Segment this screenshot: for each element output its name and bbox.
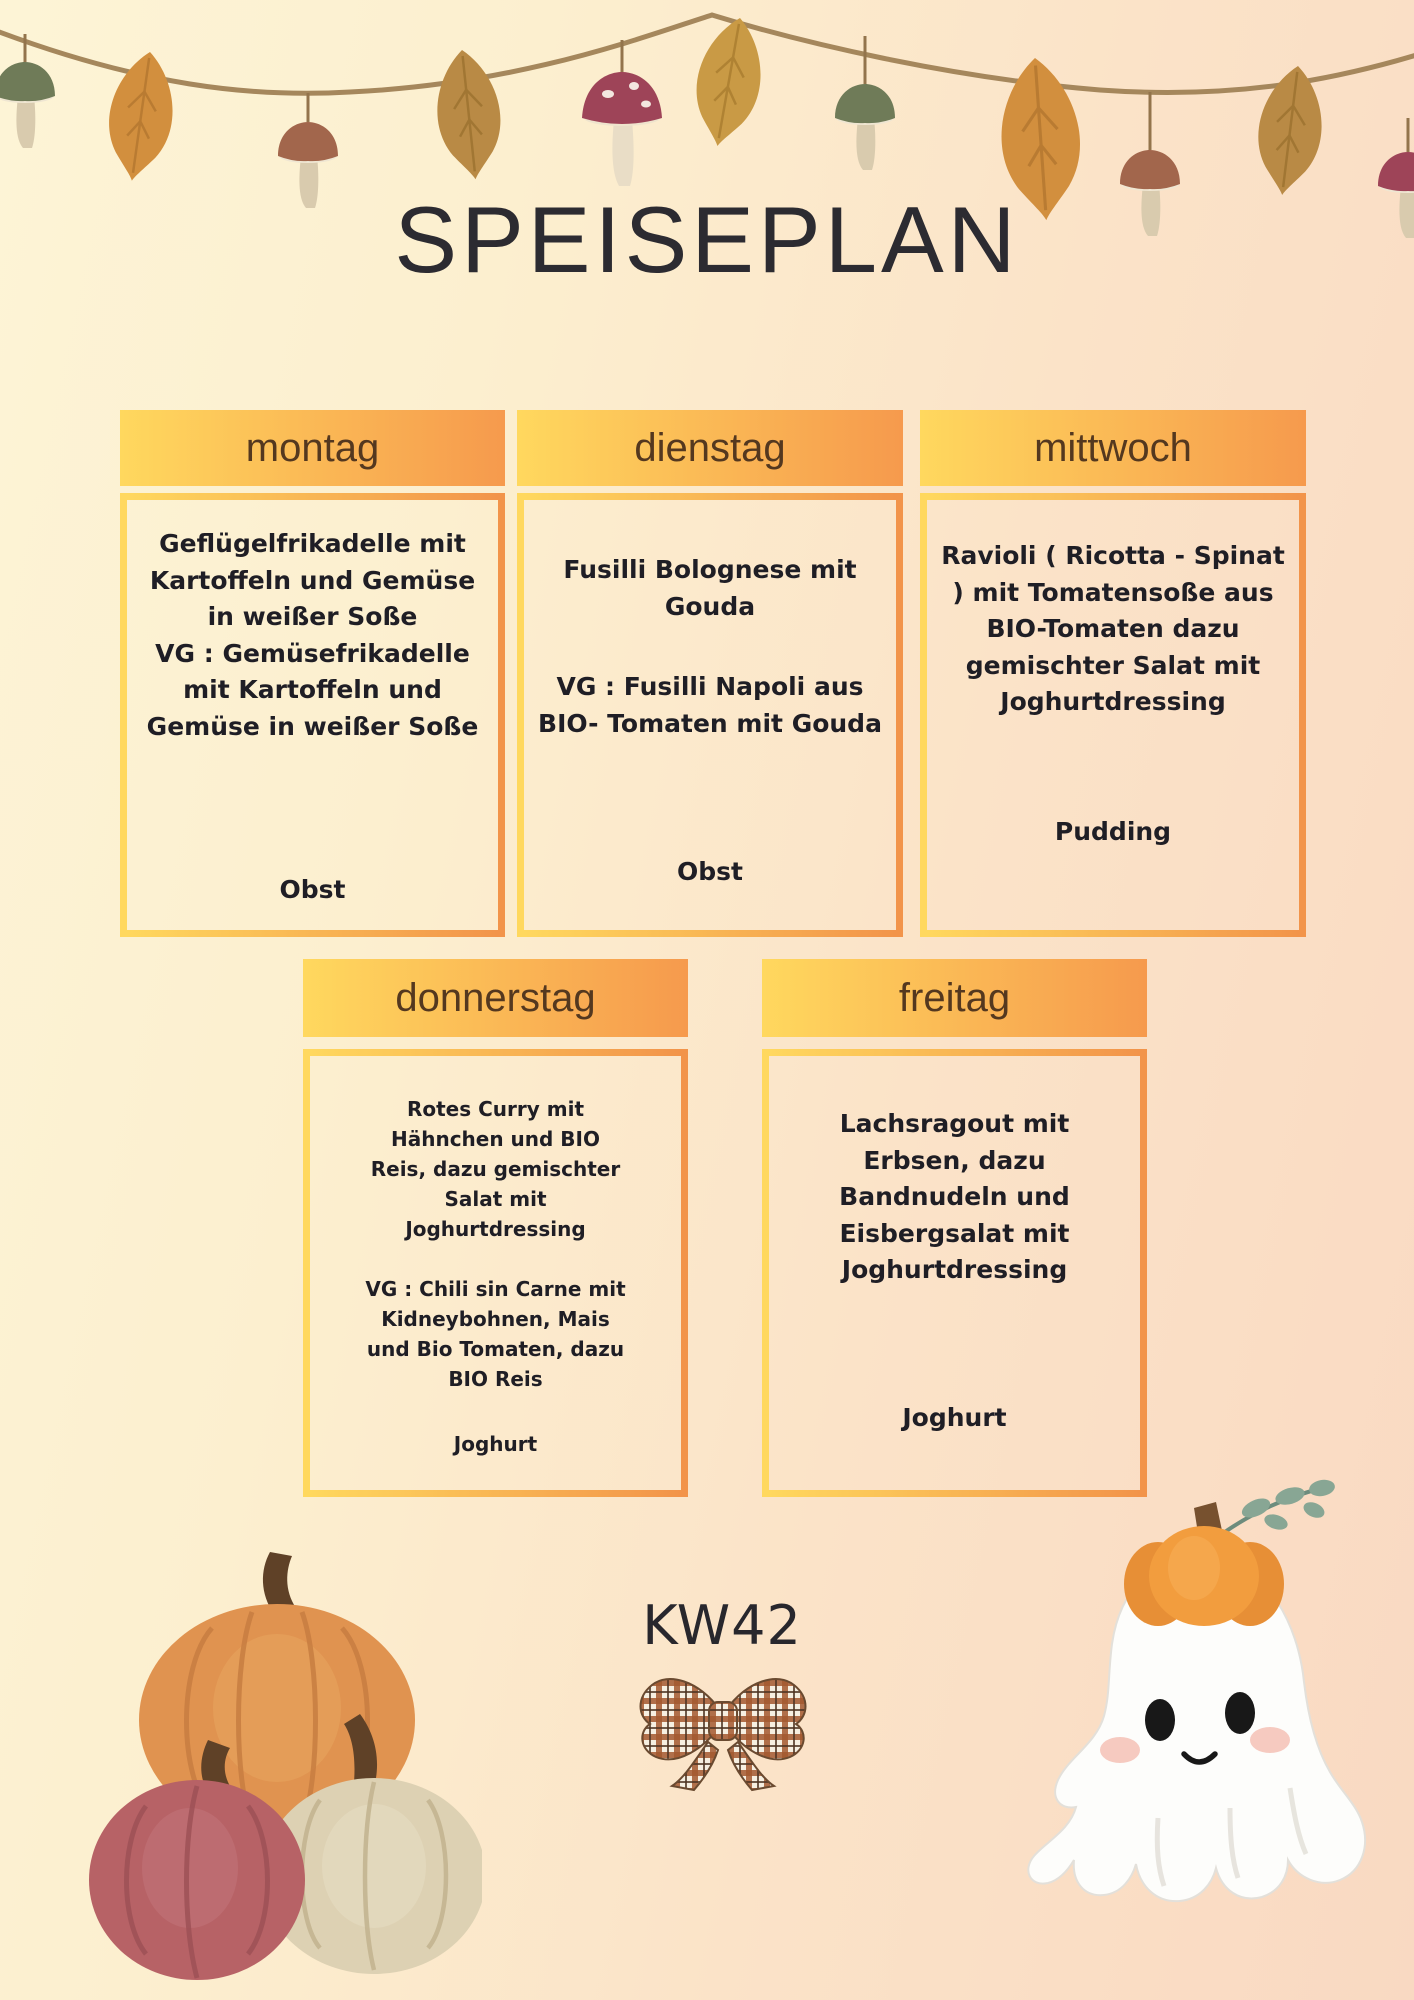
meal-main: Ravioli ( Ricotta - Spinat ) mit Tomatensoße aus BIO-Tomaten dazu gemischter Salat mit Joghurtdressing [941, 541, 1285, 716]
day-header: donnerstag [303, 959, 688, 1037]
sprig-leaves [1239, 1478, 1336, 1533]
week-number: KW42 [642, 1594, 802, 1657]
meal-vg: VG : Gemüsefrikadelle mit Kartoffeln und Gemüse in weißer Soße [146, 638, 479, 741]
day-header: dienstag [517, 410, 903, 486]
ghost-eye-right [1225, 1692, 1255, 1734]
card-donnerstag [303, 959, 688, 1497]
day-header: mittwoch [920, 410, 1306, 486]
plaid-bow-icon [628, 1652, 818, 1792]
ghost-blush-right [1250, 1727, 1290, 1753]
bow-knot [709, 1702, 737, 1740]
meal-description [524, 552, 896, 742]
menu-box [120, 493, 505, 937]
meal-main: Rotes Curry mit Hähnchen und BIO Reis, dazu gemischter Salat mit Joghurtdressing [370, 1097, 621, 1241]
menu-box [762, 1049, 1147, 1497]
meal-main: Fusilli Bolognese mit Gouda [563, 555, 857, 621]
green-mushroom-icon [0, 62, 55, 148]
card-montag [120, 410, 505, 937]
ochre-leaf-icon [1251, 62, 1329, 199]
dessert-label: Obst [677, 857, 743, 886]
red-toadstool-icon [582, 72, 662, 186]
day-header: montag [120, 410, 505, 486]
ghost-illustration [1008, 1458, 1412, 1918]
meal-description [127, 526, 498, 745]
page-title: SPEISEPLAN [394, 187, 1020, 292]
day-header: freitag [762, 959, 1147, 1037]
card-freitag [762, 959, 1147, 1497]
menu-box [303, 1049, 688, 1497]
dessert-label: Pudding [1054, 817, 1172, 846]
meal-main: Geflügelfrikadelle mit Kartoffeln und Gemüse in weißer Soße [149, 529, 476, 631]
meal-description [927, 538, 1299, 721]
pumpkin-hat [1124, 1478, 1336, 1626]
meal-vg: VG : Chili sin Carne mit Kidneybohnen, Mais und Bio Tomaten, dazu BIO Reis [365, 1277, 626, 1391]
meal-main: Lachsragout mit Erbsen, dazu Bandnudeln und Eisbergsalat mit Joghurtdressing [839, 1109, 1070, 1284]
yellow-leaf-icon [687, 13, 771, 152]
menu-box [920, 493, 1306, 937]
dessert-label: Joghurt [453, 1432, 538, 1456]
card-mittwoch [920, 410, 1306, 937]
card-dienstag [517, 410, 903, 937]
pumpkins-illustration [62, 1528, 482, 1998]
green-mushroom-icon [835, 84, 895, 170]
meal-vg: VG : Fusilli Napoli aus BIO- Tomaten mit Gouda [538, 672, 882, 738]
dessert-label: Obst [279, 875, 346, 904]
ghost-eye-left [1145, 1699, 1175, 1741]
dessert-label: Joghurt [902, 1403, 1007, 1432]
ghost-blush-left [1100, 1737, 1140, 1763]
ochre-leaf-icon [431, 47, 507, 183]
menu-box [517, 493, 903, 937]
meal-description [310, 1094, 681, 1394]
meal-description [769, 1106, 1140, 1289]
